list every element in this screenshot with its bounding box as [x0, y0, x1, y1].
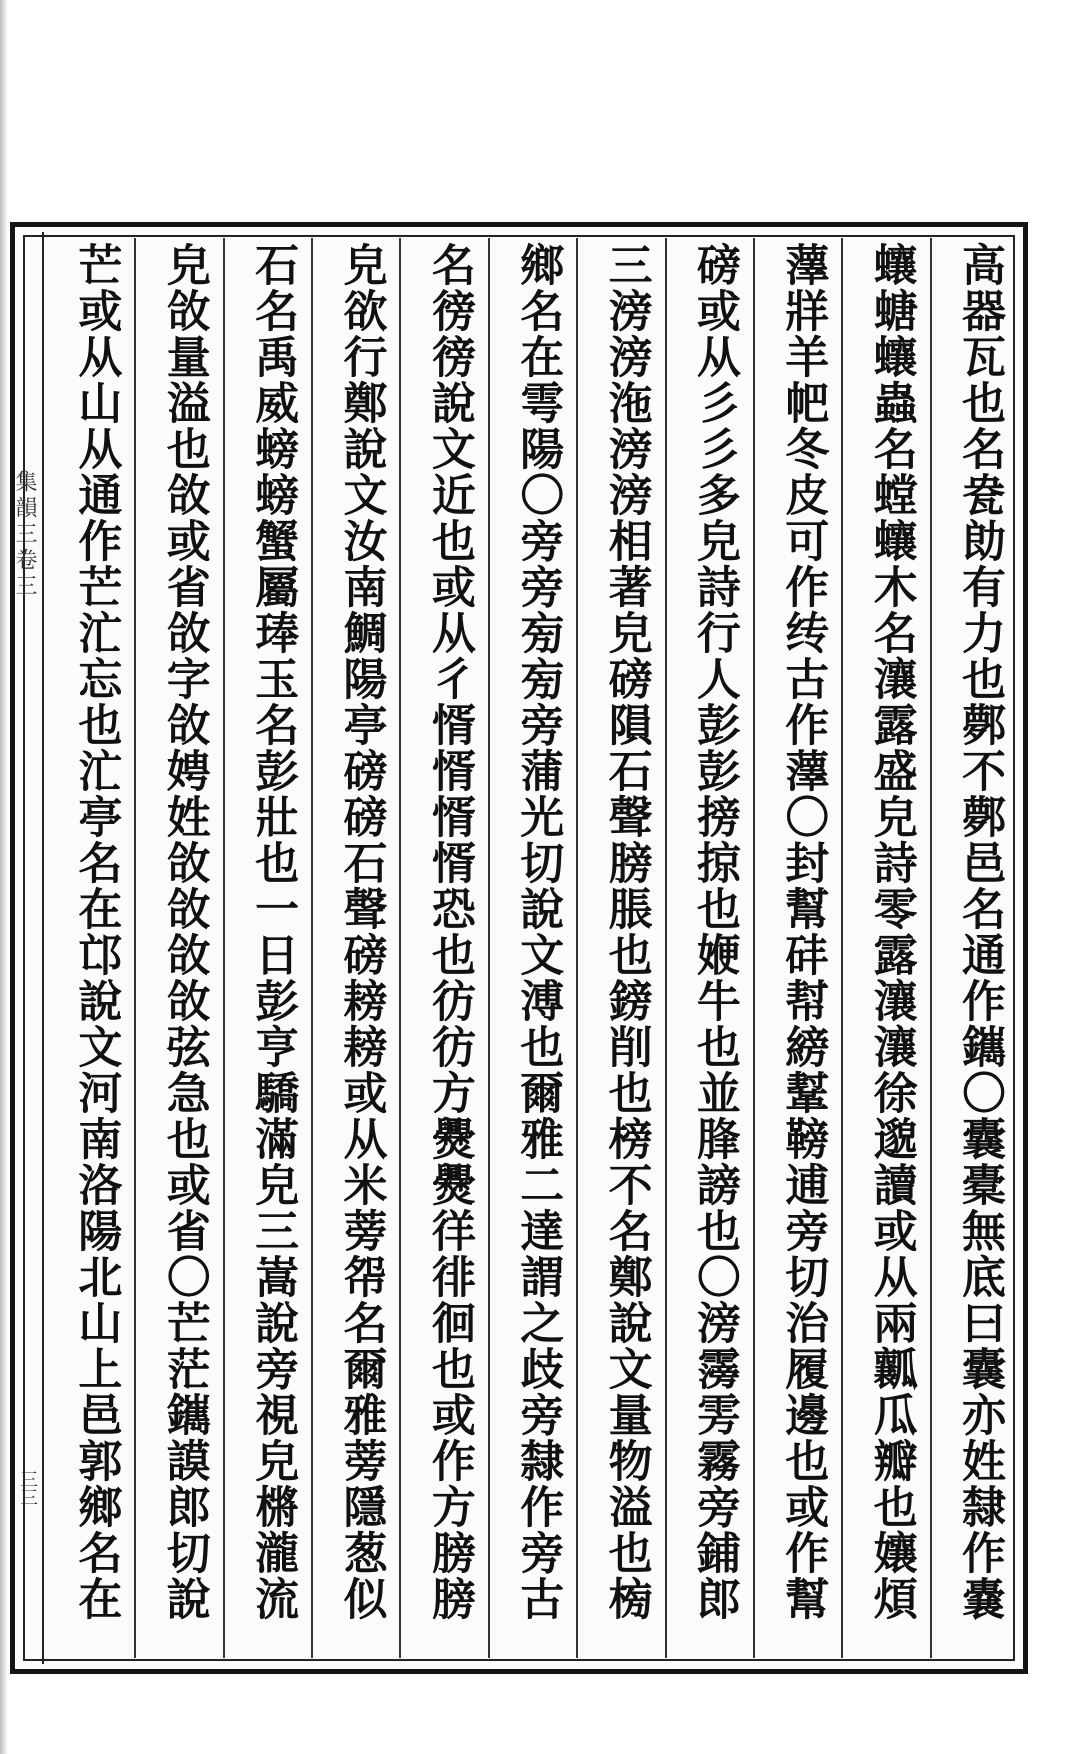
column-3: 䕪牂羊帊冬皮可作䌸古作䕪〇封幫䂜幇縍鞤䩷逋旁切治履邊也或作幫 — [753, 238, 841, 1658]
margin-page-number: 三三 — [17, 1470, 38, 1506]
column-11: 芒或从山从通作芒汒忘也汒亭名在邙說文河南洛陽北山上邑郭鄉名在 — [70, 242, 122, 1622]
column-8: 皃欲行鄭說文汝南鯛陽亭磅磅石聲磅耪耪或从米蒡㠾名爾雅蒡隱葱似 — [311, 238, 399, 1658]
column-10: 皃㪉量溢也㪉或省㪉字㪉娉姓㪉㪉㪉㪉弦急也或省〇芒茫䥴謨郎切說 — [134, 238, 222, 1658]
column-9: 石名禹威螃螃蟹屬琫玉名彭壯也一日彭亨驕滿皃三嵩說旁視皃㯍瀧流 — [223, 238, 311, 1658]
column-7: 名徬徬說文近也或从彳㥠㥠㥠㥠恐也彷彷方㸑㸑徉徘徊也或作方膀膀 — [399, 238, 487, 1658]
column-5: 三滂滂沲滂滂相著皃磅隕石聲膀脹也鎊削也榜不名鄭說文量物溢也㮄 — [576, 238, 664, 1658]
text-columns — [48, 238, 1018, 1658]
column-6: 鄉名在雩陽〇旁旁㫄㫄旁蒲光切說文溥也爾雅二達謂之歧旁隸作旁古 — [488, 238, 576, 1658]
column-4: 磅或从彡彡多皃詩行人彭彭搒掠也㛹牛也並䏺謗也〇滂霶雱霧旁鋪郎 — [665, 238, 753, 1658]
center-fold-margin — [12, 232, 44, 1664]
scan-edge-shadow — [0, 0, 8, 1754]
margin-title: 集韻三卷三 — [12, 470, 37, 600]
column-2: 蠰螗蠰蟲名螳蠰木名瀼露盛皃詩零露瀼瀼徐邈讀或从兩瓤瓜瓣也孃煩 — [841, 238, 929, 1658]
column-1: 高器瓦也名㼜勆有力也鄸不鄸邑名通作䥴〇囊橐無底曰囊亦姓隸作嚢 — [930, 238, 1018, 1658]
